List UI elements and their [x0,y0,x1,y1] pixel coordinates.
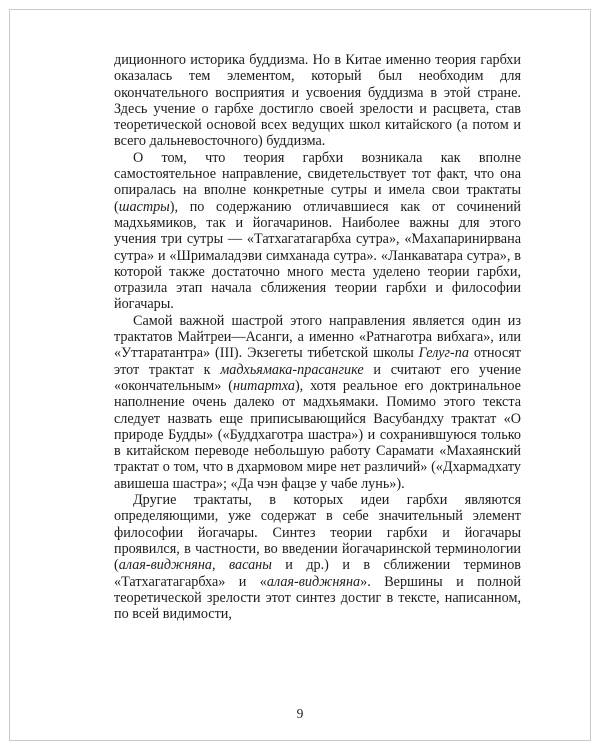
text-segment: относят этот трактат к [114,345,521,378]
term-italic: нитартха [232,377,295,394]
term-italic: алая-виджняна [118,557,212,574]
paragraph [114,313,521,492]
text-segment: Другие трактаты, в которых идеи гарбхи являются определяющими, уже содержат в себе значительный элемент философии йогачары. Синтез теории гарбхи и йогачары проявился, в частности, во введении йогачаринской терминологии ( [114,492,521,574]
page-number: 9 [296,706,304,721]
text-segment: и др.) и в сближении терминов «Татхагатагарбха» и « [114,557,522,590]
paragraph [114,492,521,622]
term-italic: васаны [229,557,272,574]
term-italic: Гелуг-па [418,345,469,362]
text-segment: ), по содержанию отличавшиеся как от сочинений мадхьямиков, так и йогачаринов. Наиболее важны для этого учения три сутры — «Татхагатагарбха сутра», «Махапаринирвана сутра» и «Шрималадэви симханада сутра». «Ланкаватара сутра», в которой также достаточно много места уделено теории гарбхи, отразила этап начала сближения теории гарбхи и философии йогачары. [114,198,521,313]
paragraph [114,150,521,313]
paragraph [114,52,521,150]
text-segment: и считают его учение «окончательным» ( [114,361,521,394]
text-segment: диционного историка буддизма. Но в Китае именно теория гарбхи оказалась тем элементом, который был необходим для окончательного восприятия и усвоения буддизма в этой стране. Здесь учение о гарбхе достигло своей зрелости и расцвета, став теоретической основой всех ведущих школ китайского (а потом и всего дальневосточного) буддизма. [114,52,521,150]
term-italic: шастры [118,198,170,215]
term-italic: мадхьямака-прасангике [220,361,364,378]
text-segment: ), хотя реальное его доктринальное наполнение очень далеко от мадхьямаки. Помимо этого текста следует назвать еще приписывающийся Васубандху трактат «О природе Будды» («Буддхаготра шастра») и сохранившуюся только в китайском переводе небольшую работу Сарамати «Махаянский трактат о том, что в дхармовом мире нет различий» («Дхармадхату авишеша шастра»; «Да чэн фацзе у чабе лунь»). [114,377,521,492]
text-segment: ». Вершины и полной теоретической зрелости этот синтез достиг в тексте, написанном, по всей видимости, [114,573,521,623]
text-segment: Самой важной шастрой этого направления является один из трактатов Майтреи—Асанги, а именно «Ратнаготра вибхага», или «Уттаратантра» (III). Экзегеты тибетской школы [114,312,521,362]
text-segment: О том, что теория гарбхи возникала как вполне самостоятельное направление, свидетельствует тот факт, что она опиралась на вполне конкретные сутры и имела свои трактаты ( [114,149,521,215]
term-italic: алая-виджняна [266,573,361,590]
text-segment: , [212,557,229,574]
text-column [114,52,521,622]
